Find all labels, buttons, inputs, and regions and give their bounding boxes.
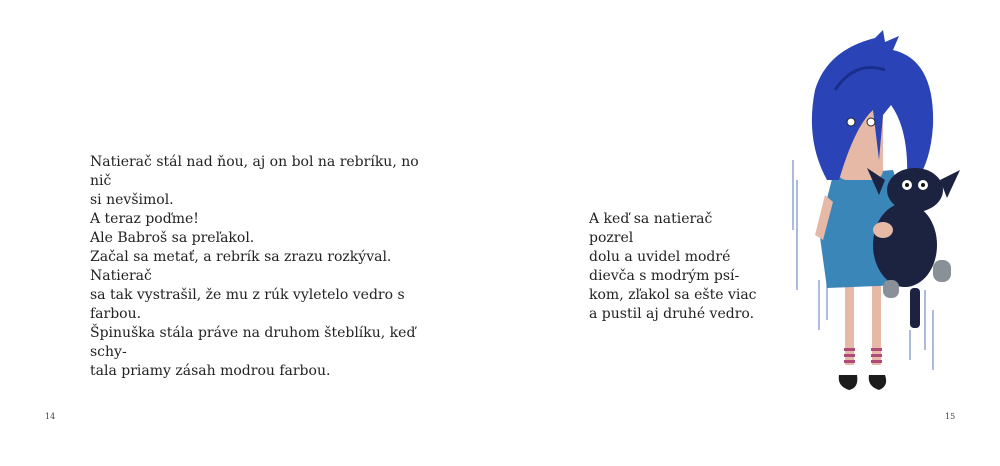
left-page-text: Natierač stál nad ňou, aj on bol na rebríku, no nič si nevšimol. A teraz poďme! Ale Babroš sa preľakol. Začal sa metať, a rebrík sa zrazu rozkýval. Natierač sa tak vystrašil, že mu z rúk vyletelo vedro s farbou. Špinuška stála práve na druhom šteblíku, keď schy- tala priamy zásah modrou farbou. bbox=[90, 154, 419, 379]
girl-with-blue-dog-illustration bbox=[775, 30, 975, 420]
right-page bbox=[500, 0, 1000, 466]
page-number-right: 15 bbox=[945, 412, 956, 421]
right-page-text: A keď sa natierač pozrel dolu a uvidel modré dievča s modrým psí- kom, zľakol sa ešte viac a pustil aj druhé vedro. bbox=[589, 211, 757, 322]
page-number-left: 14 bbox=[45, 412, 56, 421]
legs bbox=[839, 280, 886, 390]
